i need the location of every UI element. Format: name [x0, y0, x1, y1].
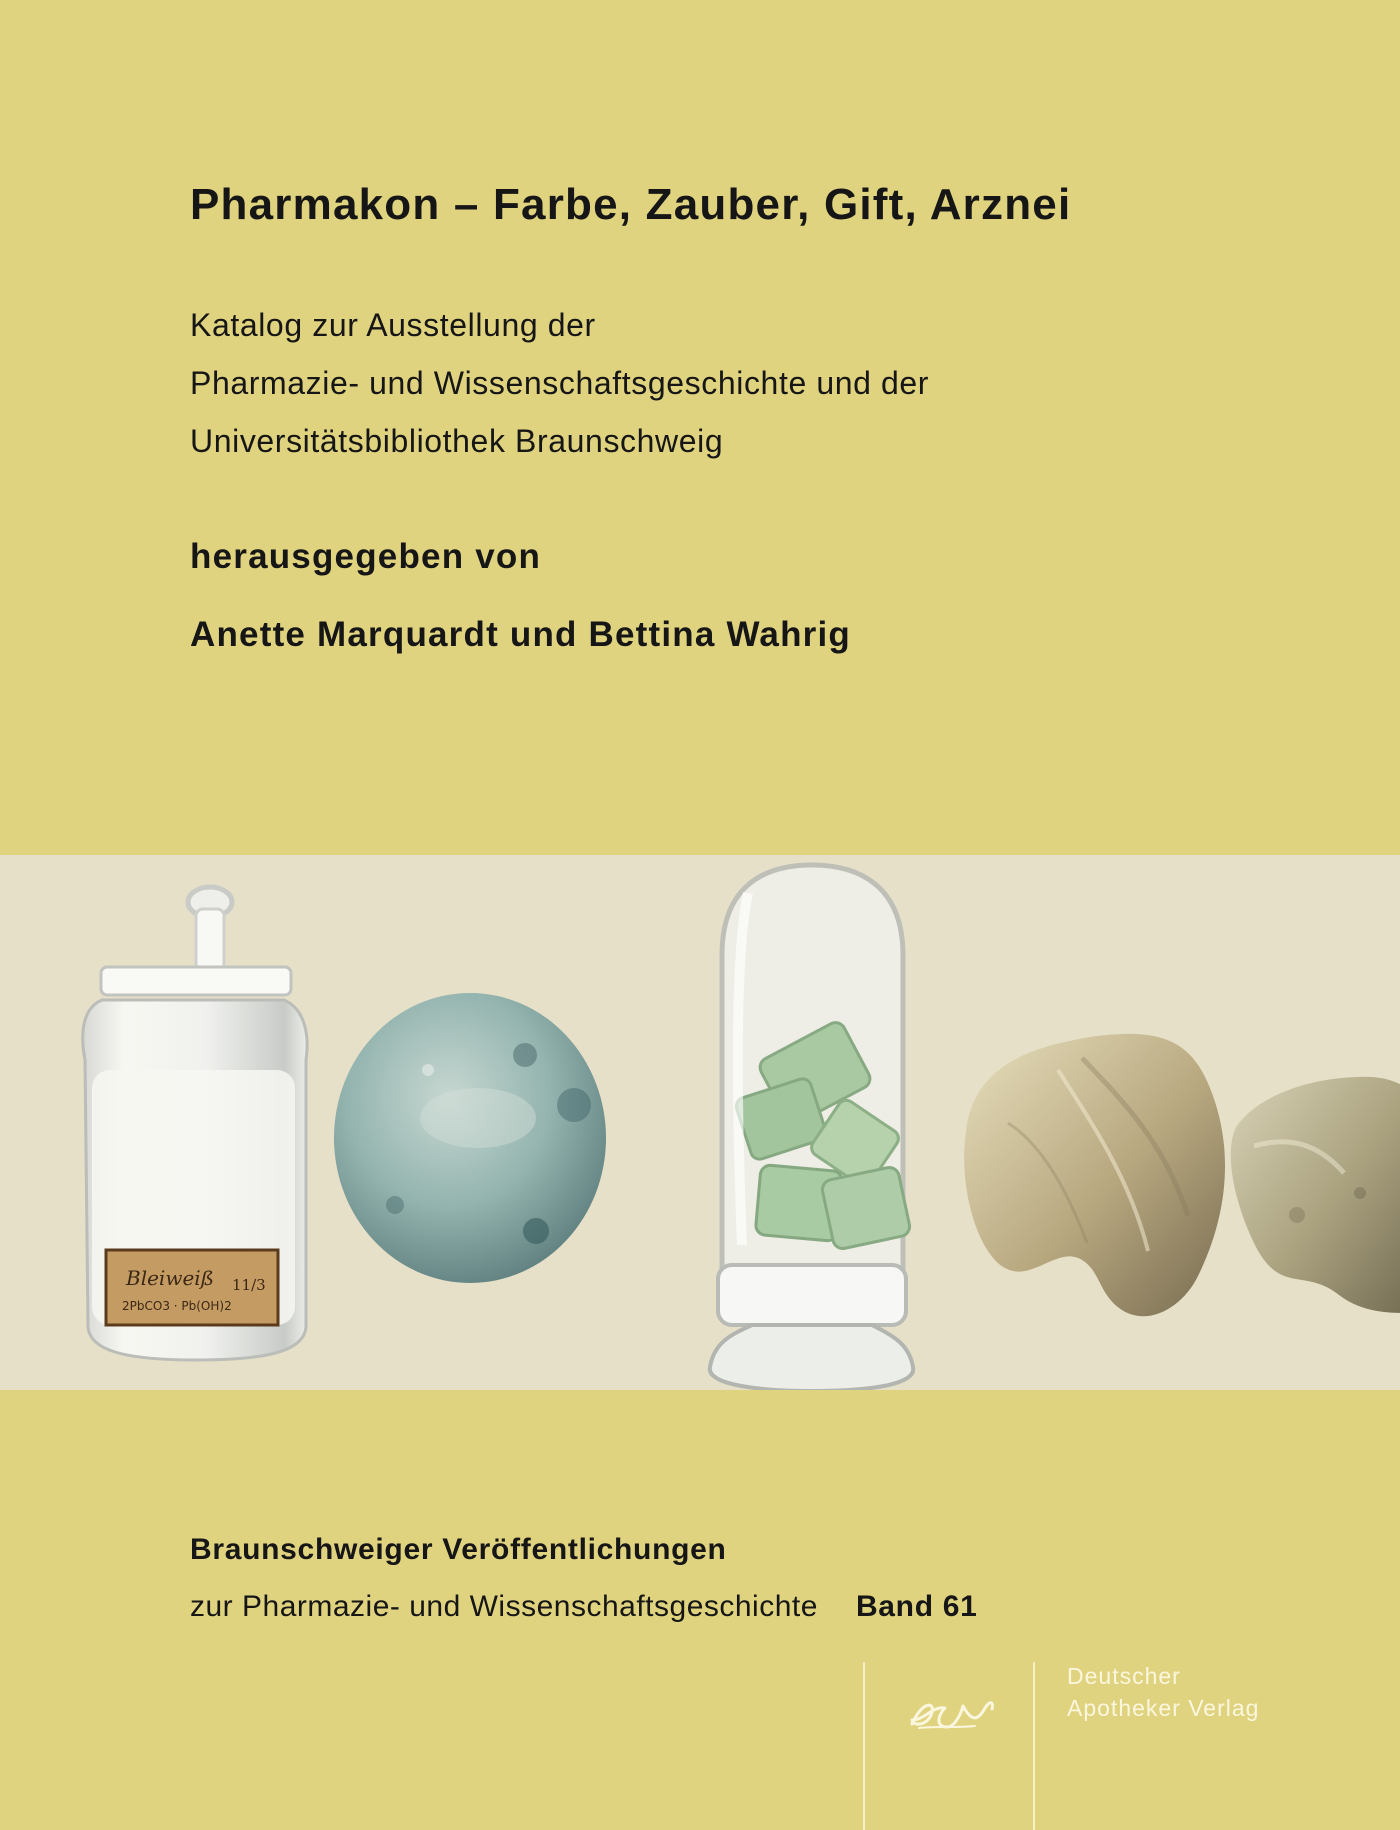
glass-jar	[83, 887, 307, 1360]
publisher-divider-right	[1033, 1662, 1035, 1830]
jar-label-formula: 2PbCO3 · Pb(OH)2	[122, 1299, 232, 1313]
stone-shape	[1231, 1077, 1400, 1313]
jar-stopper-neck	[196, 909, 224, 971]
series-subtitle-line	[190, 1587, 978, 1627]
green-tablet-5	[821, 1166, 912, 1251]
publisher-name	[1067, 1660, 1259, 1724]
bell-jar-pedestal	[710, 1325, 913, 1390]
editor-label: herausgegeben von	[190, 537, 542, 576]
jar-label-text: Bleiweiß	[126, 1266, 215, 1290]
subtitle-line-1: Katalog zur Ausstellung der	[190, 307, 596, 343]
subtitle-line-3: Universitätsbibliothek Braunschweig	[190, 423, 724, 459]
series-information	[190, 1530, 978, 1627]
rock-shape	[964, 1034, 1225, 1316]
subtitle-line-2: Pharmazie- und Wissenschaftsgeschichte und der	[190, 365, 930, 401]
series-title: Braunschweiger Veröffentlichungen	[190, 1533, 727, 1566]
grey-stone	[1231, 1077, 1400, 1313]
dav-logo-icon	[903, 1690, 999, 1740]
band-number: Band 61	[855, 1590, 978, 1623]
bell-jar	[710, 865, 913, 1390]
publisher-name-line-2: Apotheker Verlag	[1067, 1695, 1260, 1721]
blue-green-ball	[334, 993, 606, 1283]
pharmacy-objects-illustration	[0, 855, 1400, 1390]
book-title: Pharmakon – Farbe, Zauber, Gift, Arznei	[190, 180, 1072, 229]
series-subtitle: zur Pharmazie- und Wissenschaftsgeschichte	[190, 1590, 818, 1623]
jar-label-number: 11/3	[232, 1276, 266, 1294]
catalog-subtitle	[190, 296, 929, 470]
jar-lid	[101, 967, 291, 995]
pharmacy-objects-photo	[0, 855, 1400, 1390]
publisher-name-line-1: Deutscher	[1067, 1663, 1181, 1689]
editor-names: Anette Marquardt und Bettina Wahrig	[190, 615, 851, 654]
bell-jar-base-ring	[718, 1265, 906, 1325]
publisher-divider-left	[863, 1662, 865, 1830]
yellow-fibrous-rock	[964, 1034, 1225, 1316]
